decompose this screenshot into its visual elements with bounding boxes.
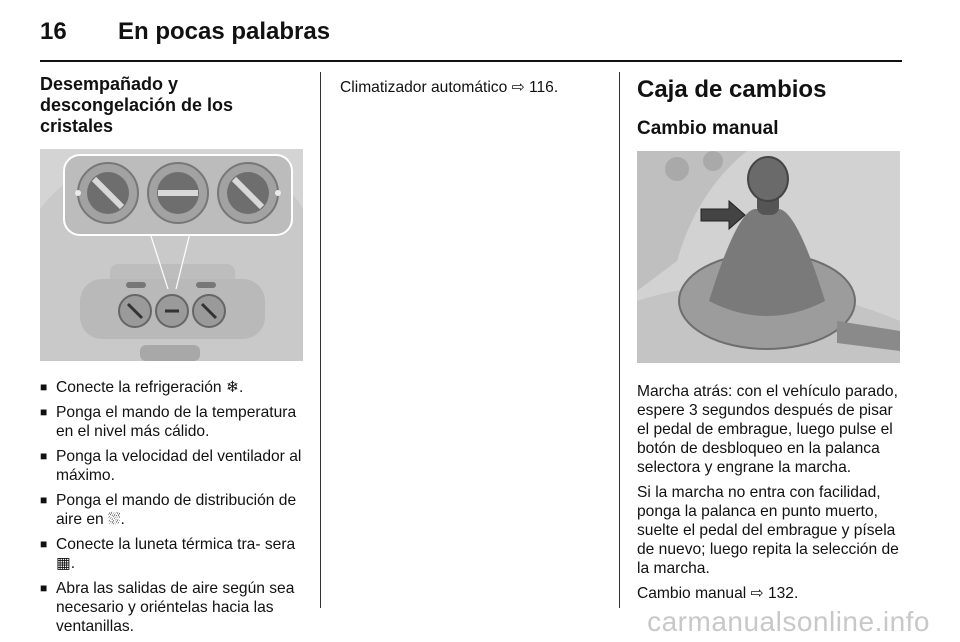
page-number: 16 xyxy=(40,18,67,45)
header-rule xyxy=(40,60,902,62)
column-divider-2 xyxy=(619,72,620,608)
watermark: carmanualsonline.info xyxy=(647,606,930,637)
step-text: Conecte la luneta térmica tra- sera ▦. xyxy=(56,536,296,572)
bullet-icon: ■ xyxy=(40,581,48,595)
section-title-line-2: descongelación de los cristales xyxy=(40,95,234,136)
paragraph-cross-reference[interactable]: Cambio manual ⇨ 132. xyxy=(637,585,799,602)
left-column xyxy=(40,74,305,642)
step-text: Ponga el mando de distribución de aire en ⛆. xyxy=(56,492,297,528)
right-column xyxy=(637,76,903,603)
bullet-icon: ■ xyxy=(40,380,48,394)
step-text: Ponga la velocidad del ventilador al máximo. xyxy=(56,448,302,484)
list-item xyxy=(40,403,305,441)
list-item xyxy=(40,447,305,485)
bullet-icon: ■ xyxy=(40,449,48,463)
section-heading: Caja de cambios xyxy=(637,76,827,103)
paragraph-reverse-gear: Marcha atrás: con el vehículo parado, espere 3 segundos después de pisar el pedal de embrague, luego pulse el botón de desbloqueo en la palanca selectora y engrane la marcha. xyxy=(637,383,898,476)
bullet-icon: ■ xyxy=(40,405,48,419)
middle-column xyxy=(340,78,600,97)
subsection-heading: Cambio manual xyxy=(637,118,779,139)
list-item xyxy=(40,579,305,636)
climate-control-panel-illustration xyxy=(40,149,303,361)
list-item xyxy=(40,491,305,529)
step-text: Conecte la refrigeración ❄. xyxy=(56,379,244,396)
column-divider-1 xyxy=(320,72,321,608)
bullet-icon: ■ xyxy=(40,493,48,507)
steps-list xyxy=(40,378,305,636)
section-title-line-1: Desempañado y xyxy=(40,74,179,94)
step-text: Abra las salidas de aire según sea necesario y oriéntelas hacia las ventanillas. xyxy=(56,580,295,635)
bullet-icon: ■ xyxy=(40,537,48,551)
cross-reference-link[interactable]: Climatizador automático ⇨ 116. xyxy=(340,79,559,96)
section-title xyxy=(40,74,305,137)
list-item xyxy=(40,535,305,573)
gear-lever-illustration xyxy=(637,151,900,363)
step-text: Ponga el mando de la temperatura en el nivel más cálido. xyxy=(56,404,297,440)
paragraph-gear-engage: Si la marcha no entra con facilidad, ponga la palanca en punto muerto, suelte el pedal del embrague y písela de nuevo; luego repita la selección de la marcha. xyxy=(637,484,899,577)
page-title: En pocas palabras xyxy=(118,18,331,45)
list-item xyxy=(40,378,305,397)
